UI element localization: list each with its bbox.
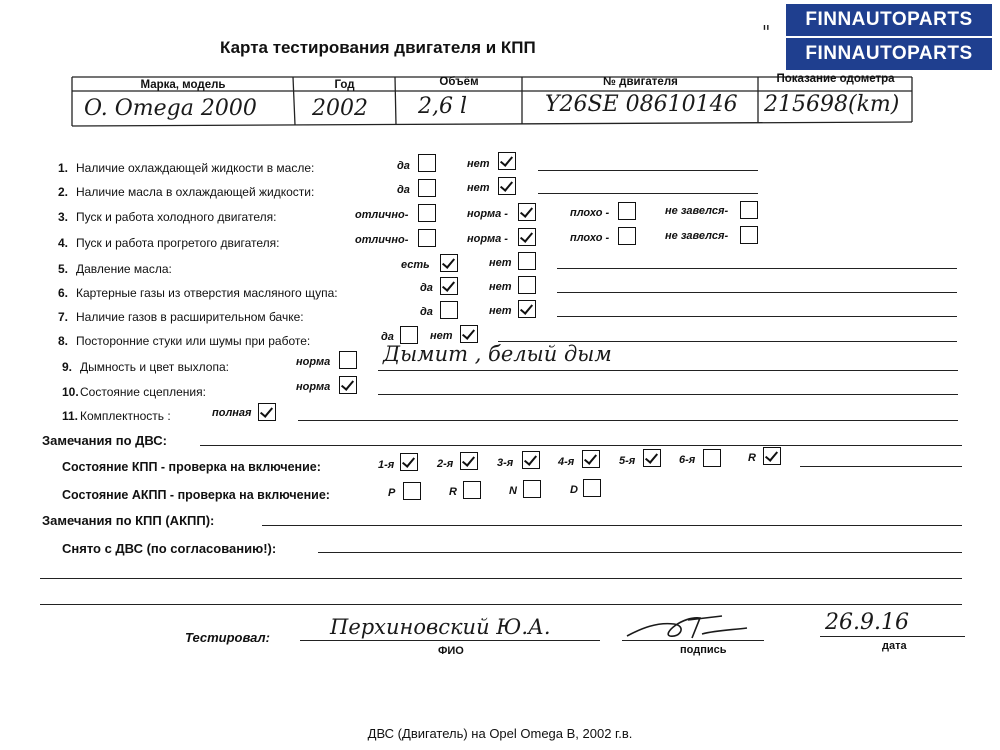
gear-2-checkbox[interactable] xyxy=(460,452,478,470)
item-2-line xyxy=(538,193,758,194)
item-9: 9. Дымность и цвет выхлопа: xyxy=(62,360,229,374)
item-1-line xyxy=(538,170,758,171)
item-2-no-label: нет xyxy=(467,182,490,194)
extra-line-1 xyxy=(40,578,962,579)
value-model: O. Omega 2000 xyxy=(84,96,257,121)
signature-icon xyxy=(622,608,762,644)
item-1-yes-label: да xyxy=(397,160,410,172)
gearbox-remarks-label: Замечания по КПП (АКПП): xyxy=(42,513,215,528)
watermark-logo-top: FINNAUTOPARTS xyxy=(786,4,992,36)
date-value: 26.9.16 xyxy=(825,610,909,635)
corner-mark: " xyxy=(762,22,771,43)
item-10: 10.Состояние сцепления: xyxy=(62,385,206,399)
auto-r-checkbox[interactable] xyxy=(463,481,481,499)
gear-r-checkbox[interactable] xyxy=(763,447,781,465)
item-11: 11. Комплектность : xyxy=(62,409,171,423)
item-9-norm-label: норма xyxy=(296,356,331,368)
item-11-full-label: полная xyxy=(212,407,252,419)
value-volume: 2,6 l xyxy=(418,94,468,119)
gear-r-label: R xyxy=(748,452,756,464)
item-7-no-checkbox[interactable] xyxy=(518,300,536,318)
item-2-yes-checkbox[interactable] xyxy=(418,179,436,197)
tested-by-label: Тестировал: xyxy=(185,630,270,645)
item-5-present-label: есть xyxy=(401,259,430,271)
item-10-norm-label: норма xyxy=(296,381,331,393)
item-10-line xyxy=(378,394,958,395)
tester-name: Перхиновский Ю.А. xyxy=(330,615,551,639)
item-1-yes-checkbox[interactable] xyxy=(418,154,436,172)
auto-check-label: Состояние АКПП - проверка на включение: xyxy=(62,488,330,502)
item-9-line xyxy=(378,370,958,371)
item-5: 5. Давление масла: xyxy=(58,262,172,276)
item-6: 6. Картерные газы из отверстия масляного щупа: xyxy=(58,286,338,300)
item-8-no-label: нет xyxy=(430,330,453,342)
item-11-full-checkbox[interactable] xyxy=(258,403,276,421)
auto-d-checkbox[interactable] xyxy=(583,479,601,497)
item-4: 4. Пуск и работа прогретого двигателя: xyxy=(58,236,280,250)
value-year: 2002 xyxy=(312,96,368,121)
extra-line-2 xyxy=(40,604,962,605)
header-model: Марка, модель xyxy=(140,79,226,91)
gear-5-label: 5-я xyxy=(619,455,636,467)
tester-name-line xyxy=(300,640,600,641)
gear-6-checkbox[interactable] xyxy=(703,449,721,467)
gear-6-label: 6-я xyxy=(679,454,696,466)
value-engine-no: Y26SE 08610146 xyxy=(545,92,738,117)
date-label: дата xyxy=(882,640,907,652)
header-odometer: Показание одометра xyxy=(776,73,895,85)
auto-p-label: P xyxy=(388,487,396,499)
removed-label: Снято с ДВС (по согласованию!): xyxy=(62,541,277,556)
item-4-normal-checkbox[interactable] xyxy=(518,228,536,246)
gear-1-label: 1-я xyxy=(378,459,395,471)
header-volume: Объём xyxy=(439,76,479,88)
item-3-not-started-checkbox[interactable] xyxy=(740,201,758,219)
item-4-bad-label: плохо - xyxy=(570,232,610,244)
auto-r-label: R xyxy=(449,486,457,498)
item-1-no-checkbox[interactable] xyxy=(498,152,516,170)
item-6-yes-checkbox[interactable] xyxy=(440,277,458,295)
item-5-no-checkbox[interactable] xyxy=(518,252,536,270)
item-2: 2. Наличие масла в охлаждающей жидкости: xyxy=(58,185,315,199)
item-7-yes-checkbox[interactable] xyxy=(440,301,458,319)
fio-label: ФИО xyxy=(438,645,464,657)
signature-line xyxy=(622,640,764,641)
value-odometer: 215698(km) xyxy=(764,92,900,117)
item-3: 3. Пуск и работа холодного двигателя: xyxy=(58,210,277,224)
item-3-not-started-label: не завелся- xyxy=(665,205,729,217)
item-3-bad-checkbox[interactable] xyxy=(618,202,636,220)
item-4-excellent-label: отлично- xyxy=(355,234,409,246)
item-3-excellent-label: отлично- xyxy=(355,209,409,221)
gear-3-label: 3-я xyxy=(497,457,514,469)
removed-line xyxy=(318,552,962,553)
gear-3-checkbox[interactable] xyxy=(522,451,540,469)
auto-d-label: D xyxy=(570,484,578,496)
gear-1-checkbox[interactable] xyxy=(400,453,418,471)
auto-p-checkbox[interactable] xyxy=(403,482,421,500)
item-7: 7. Наличие газов в расширительном бачке: xyxy=(58,310,304,324)
gearbox-check-line xyxy=(800,466,962,467)
date-line xyxy=(820,636,965,637)
item-1: 1. Наличие охлаждающей жидкости в масле: xyxy=(58,161,315,175)
item-3-excellent-checkbox[interactable] xyxy=(418,204,436,222)
gear-4-checkbox[interactable] xyxy=(582,450,600,468)
watermark-logo-bottom: FINNAUTOPARTS xyxy=(786,38,992,70)
item-3-normal-label: норма - xyxy=(467,208,508,220)
item-6-no-checkbox[interactable] xyxy=(518,276,536,294)
item-8-no-checkbox[interactable] xyxy=(460,325,478,343)
engine-remarks-line xyxy=(200,445,962,446)
item-5-line xyxy=(557,268,957,269)
engine-remarks-label: Замечания по ДВС: xyxy=(42,433,167,448)
item-6-yes-label: да xyxy=(420,282,433,294)
item-7-no-label: нет xyxy=(489,305,512,317)
item-5-no-label: нет xyxy=(489,257,512,269)
item-3-bad-label: плохо - xyxy=(570,207,610,219)
gear-4-label: 4-я xyxy=(558,456,575,468)
item-6-no-label: нет xyxy=(489,281,512,293)
item-4-normal-label: норма - xyxy=(467,233,508,245)
item-7-yes-label: да xyxy=(420,306,433,318)
gear-2-label: 2-я xyxy=(437,458,454,470)
item-4-not-started-label: не завелся- xyxy=(665,230,729,242)
item-10-norm-checkbox[interactable] xyxy=(339,376,357,394)
exhaust-note: Дымит , белый дым xyxy=(383,342,612,366)
item-1-no-label: нет xyxy=(467,158,490,170)
item-9-norm-checkbox[interactable] xyxy=(339,351,357,369)
item-8-yes-label: да xyxy=(381,331,394,343)
form-title: Карта тестирования двигателя и КПП xyxy=(220,38,536,57)
item-2-no-checkbox[interactable] xyxy=(498,177,516,195)
item-6-line xyxy=(557,292,957,293)
header-year: Год xyxy=(334,79,355,91)
gearbox-remarks-line xyxy=(262,525,962,526)
item-7-line xyxy=(557,316,957,317)
item-8: 8. Посторонние стуки или шумы при работе: xyxy=(58,334,311,348)
auto-n-label: N xyxy=(509,485,517,497)
item-2-yes-label: да xyxy=(397,184,410,196)
item-4-bad-checkbox[interactable] xyxy=(618,227,636,245)
item-5-present-checkbox[interactable] xyxy=(440,254,458,272)
gear-5-checkbox[interactable] xyxy=(643,449,661,467)
gearbox-check-label: Состояние КПП - проверка на включение: xyxy=(62,460,321,474)
signature-label: подпись xyxy=(680,644,727,656)
header-engine-no: № двигателя xyxy=(603,76,678,88)
photo-caption: ДВС (Двигатель) на Opel Omega B, 2002 г.в. xyxy=(367,726,633,741)
auto-n-checkbox[interactable] xyxy=(523,480,541,498)
item-3-normal-checkbox[interactable] xyxy=(518,203,536,221)
item-4-excellent-checkbox[interactable] xyxy=(418,229,436,247)
item-4-not-started-checkbox[interactable] xyxy=(740,226,758,244)
item-11-line xyxy=(298,420,958,421)
